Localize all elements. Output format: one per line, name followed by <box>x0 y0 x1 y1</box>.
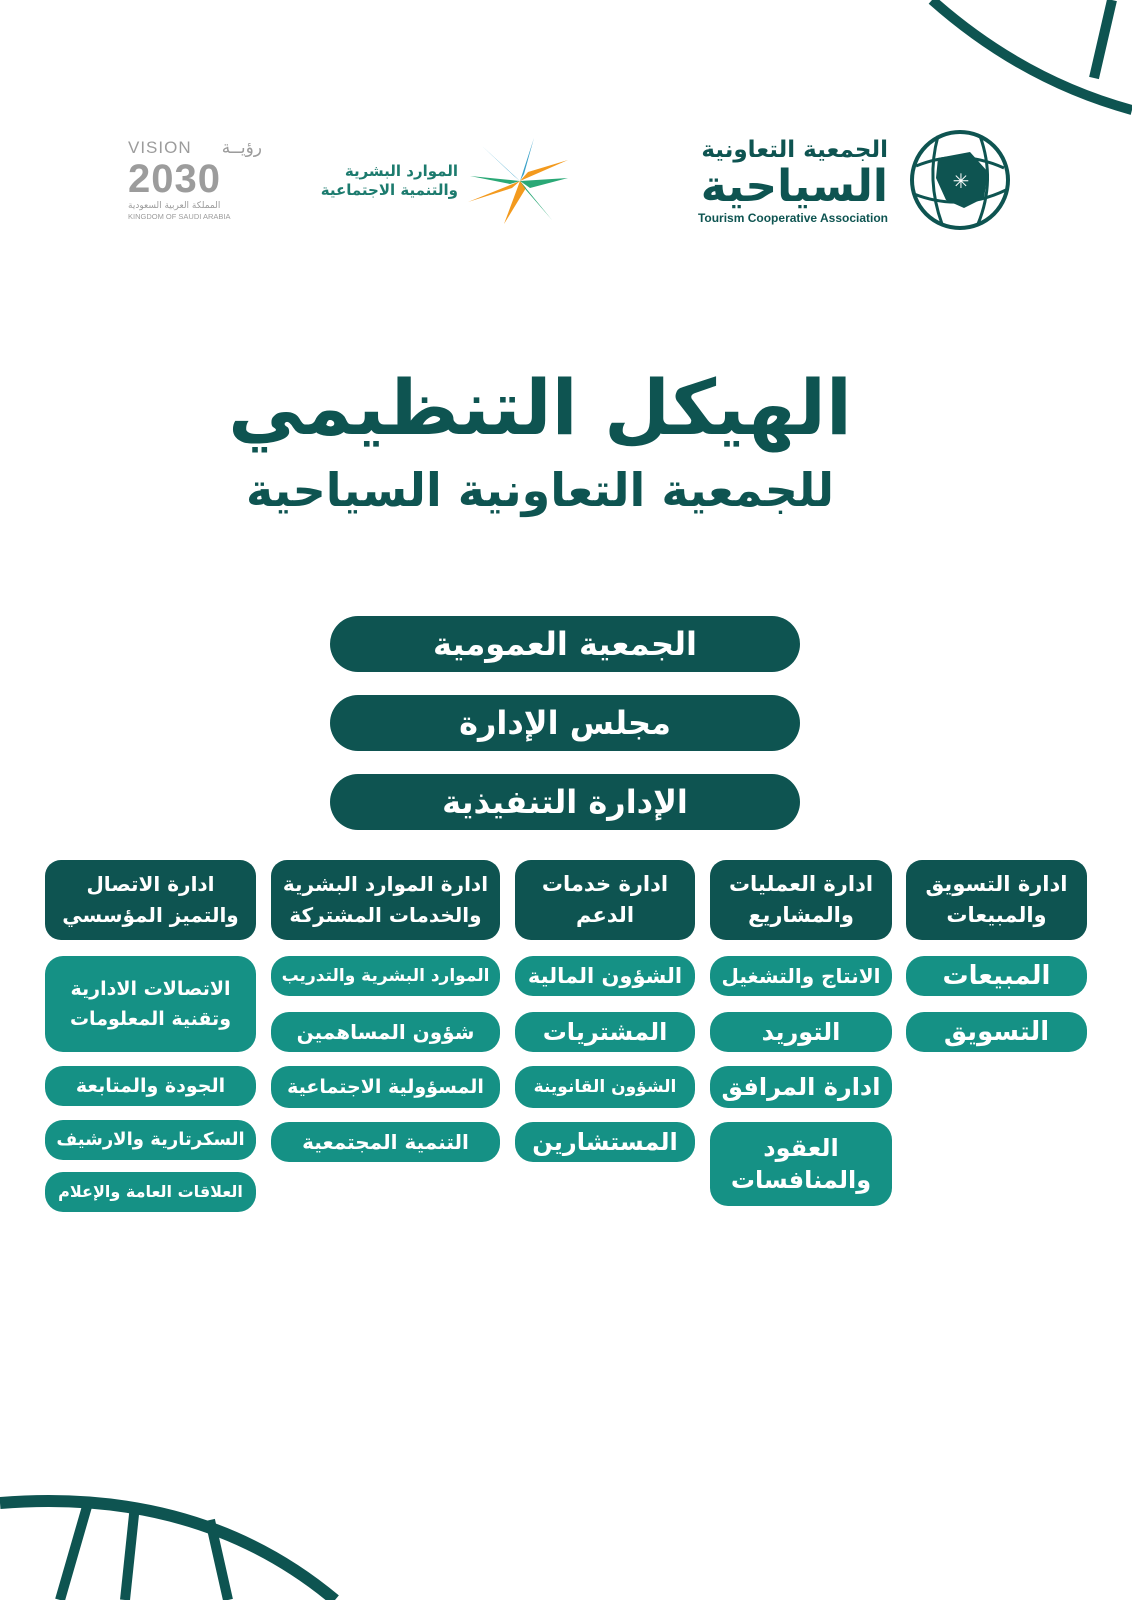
association-logo <box>692 128 1012 240</box>
unit-supply: التوريد <box>710 1012 892 1052</box>
unit-public-relations-media: العلاقات العامة والإعلام <box>45 1172 256 1212</box>
unit-marketing: التسويق <box>906 1012 1087 1052</box>
hr-ministry-logo <box>300 138 572 230</box>
vision-english: VISION <box>128 138 192 157</box>
dept-operations-projects: ادارة العمليات والمشاريع <box>710 860 892 940</box>
board-of-directors-box: مجلس الإدارة <box>330 695 800 751</box>
unit-hr-training: الموارد البشرية والتدريب <box>271 956 500 996</box>
unit-social-responsibility: المسؤولية الاجتماعية <box>271 1066 500 1108</box>
star-burst-icon <box>468 138 572 224</box>
dept-communication-excellence: ادارة الاتصال والتميز المؤسسي <box>45 860 256 940</box>
executive-management-box: الإدارة التنفيذية <box>330 774 800 830</box>
unit-community-development: التنمية المجتمعية <box>271 1122 500 1162</box>
dept-hr-shared-services: ادارة الموارد البشرية والخدمات المشتركة <box>271 860 500 940</box>
unit-shareholder-affairs: شؤون المساهمين <box>271 1012 500 1052</box>
vision-country-arabic: المملكة العربية السعودية <box>128 201 221 211</box>
page-title: الهيكل التنظيمي <box>228 363 852 452</box>
vision-year: 2030 <box>128 157 221 201</box>
vision-country-english: KINGDOM OF SAUDI ARABIA <box>128 212 231 221</box>
vision-arabic: رؤيــة <box>221 138 262 158</box>
hr-logo-line2: والتنمية الاجتماعية <box>320 181 458 199</box>
unit-admin-comms-it: الاتصالات الادارية وتقنية المعلومات <box>45 956 256 1052</box>
general-assembly-box: الجمعية العمومية <box>330 616 800 672</box>
unit-financial-affairs: الشؤون المالية <box>515 956 695 996</box>
dept-marketing-sales: ادارة التسويق والمبيعات <box>906 860 1087 940</box>
vision-2030-logo <box>128 138 262 230</box>
unit-sales: المبيعات <box>906 956 1087 996</box>
globe-saudi-map-icon <box>908 128 1012 232</box>
unit-quality-followup: الجودة والمتابعة <box>45 1066 256 1106</box>
corner-arc-decoration-top <box>912 0 1132 115</box>
unit-consultants: المستشارين <box>515 1122 695 1162</box>
unit-procurement: المشتريات <box>515 1012 695 1052</box>
association-name-line1: الجمعية التعاونية <box>701 137 888 163</box>
page-subtitle: للجمعية التعاونية السياحية <box>245 463 835 517</box>
association-name-line2: السياحية <box>700 161 888 212</box>
unit-production-operation: الانتاج والتشغيل <box>710 956 892 996</box>
corner-arc-decoration-bottom <box>0 1495 340 1600</box>
hr-logo-line1: الموارد البشرية <box>344 162 458 180</box>
association-name-english: Tourism Cooperative Association <box>697 211 888 225</box>
dept-support-services: ادارة خدمات الدعم <box>515 860 695 940</box>
unit-legal-affairs: الشؤون القانوينة <box>515 1066 695 1108</box>
unit-facilities-management: ادارة المرافق <box>710 1066 892 1108</box>
svg-text:✳: ✳ <box>952 169 970 193</box>
unit-secretariat-archive: السكرتارية والارشيف <box>45 1120 256 1160</box>
unit-contracts-tenders: العقود والمنافسات <box>710 1122 892 1206</box>
